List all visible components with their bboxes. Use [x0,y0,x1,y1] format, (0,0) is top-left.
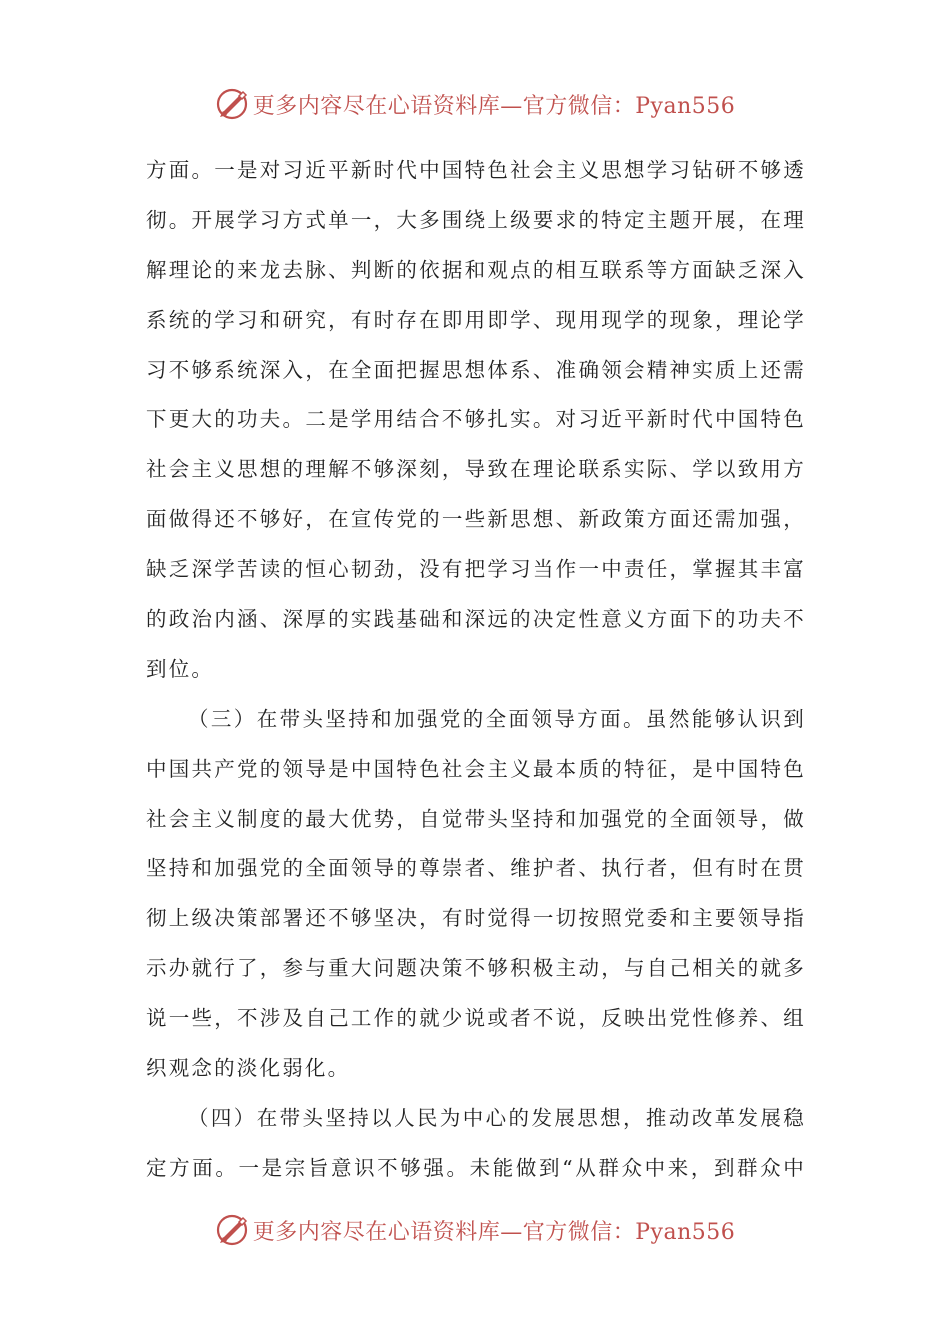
body-line: 解理论的来龙去脉、判断的依据和观点的相互联系等方面缺乏深入 [146,257,806,282]
body-line: 织观念的淡化弱化。 [146,1056,351,1081]
section-heading-line: （四）在带头坚持以人民为中心的发展思想，推动改革发展稳 [188,1105,806,1130]
footer-watermark-text: 更多内容尽在心语资料库—官方微信：Pyan556 [252,1219,736,1245]
section-heading-line: （三）在带头坚持和加强党的全面领导方面。虽然能够认识到 [188,706,806,731]
document-body [146,146,806,1194]
body-line: 方面。一是对习近平新时代中国特色社会主义思想学习钻研不够透 [146,158,806,182]
body-line: 下更大的功夫。二是学用结合不够扎实。对习近平新时代中国特色 [146,407,806,432]
header-watermark-text: 更多内容尽在心语资料库—官方微信：Pyan556 [252,93,736,119]
pen-circle-logo-icon [215,1213,249,1247]
body-line: 社会主义制度的最大优势，自觉带头坚持和加强党的全面领导，做 [146,806,806,831]
body-line: 示办就行了，参与重大问题决策不够积极主动，与自己相关的就多 [146,956,806,981]
body-line: 到位。 [146,656,215,681]
body-line: 彻。开展学习方式单一，大多围绕上级要求的特定主题开展，在理 [146,207,806,232]
body-line: 的政治内涵、深厚的实践基础和深远的决定性意义方面下的功夫不 [146,607,806,632]
body-line: 彻上级决策部署还不够坚决，有时觉得一切按照党委和主要领导指 [146,906,806,931]
body-line: 面做得还不够好，在宣传党的一些新思想、新政策方面还需加强， [146,507,806,532]
header-watermark [0,84,950,124]
body-line: 习不够系统深入，在全面把握思想体系、准确领会精神实质上还需 [146,357,806,382]
body-line: 定方面。一是宗旨意识不够强。未能做到“从群众中来，到群众中 [146,1155,806,1180]
body-line: 中国共产党的领导是中国特色社会主义最本质的特征，是中国特色 [146,756,806,781]
body-line: 坚持和加强党的全面领导的尊崇者、维护者、执行者，但有时在贯 [146,856,806,881]
body-line: 社会主义思想的理解不够深刻，导致在理论联系实际、学以致用方 [146,457,806,482]
body-line: 系统的学习和研究，有时存在即用即学、现用现学的现象，理论学 [146,307,806,332]
footer-watermark [0,1210,950,1250]
body-line: 缺乏深学苦读的恒心韧劲，没有把学习当作一中责任，掌握其丰富 [146,557,806,582]
pen-circle-logo-icon [215,87,249,121]
body-line: 说一些，不涉及自己工作的就少说或者不说，反映出党性修养、组 [146,1006,806,1031]
